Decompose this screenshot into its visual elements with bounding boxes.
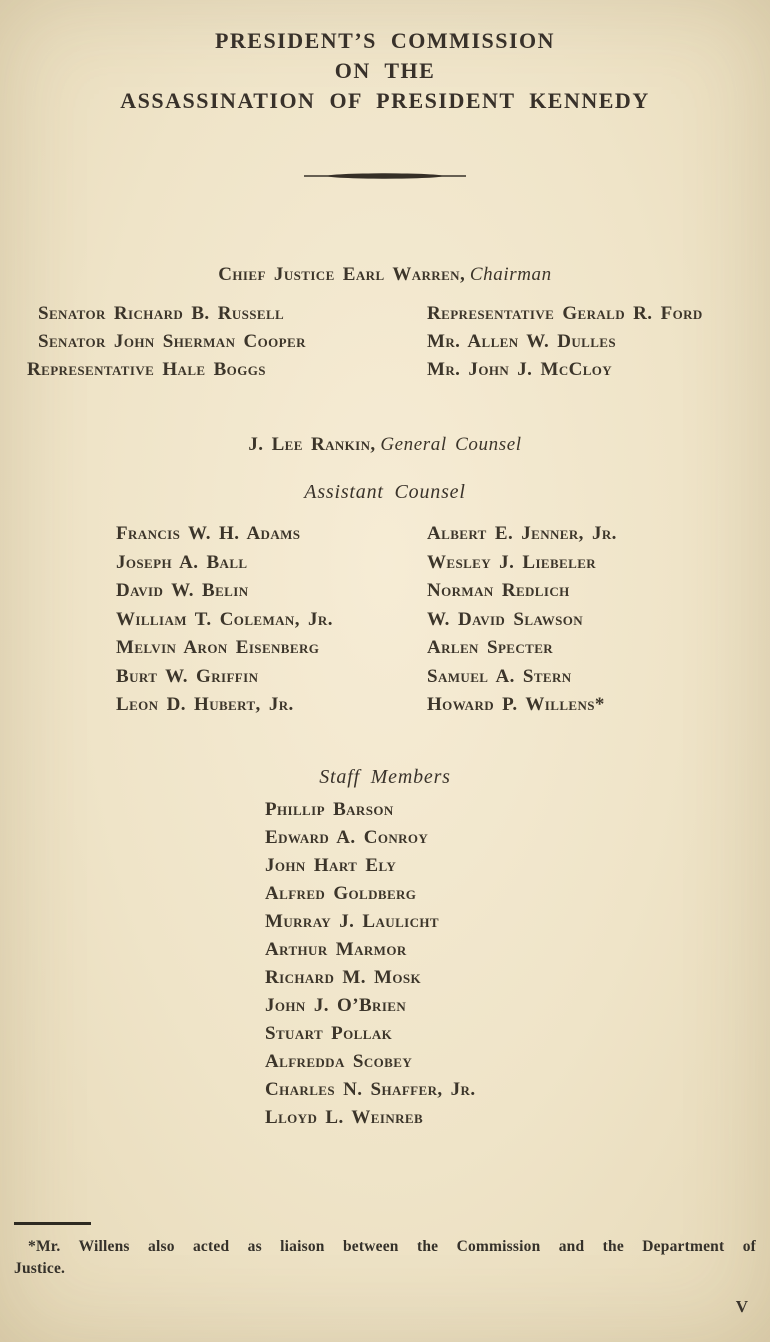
- staff-name: Arthur Marmor: [265, 939, 407, 960]
- staff-name: Alfredda Scobey: [265, 1051, 413, 1072]
- staff-name: Murray J. Laulicht: [265, 911, 439, 932]
- staff-name: John J. O’Brien: [265, 995, 407, 1016]
- member-name: Representative Hale Boggs: [27, 359, 266, 380]
- counsel-name: Albert E. Jenner, Jr.: [427, 523, 617, 544]
- member-name: Senator Richard B. Russell: [38, 303, 285, 324]
- commission-members-left-column: [27, 300, 306, 384]
- staff-name: Stuart Pollak: [265, 1023, 393, 1044]
- counsel-name: Melvin Aron Eisenberg: [116, 637, 320, 658]
- counsel-name: Wesley J. Liebeler: [427, 551, 597, 573]
- chairman-line: [0, 261, 770, 289]
- counsel-name: Arlen Specter: [427, 637, 554, 658]
- general-counsel-line: [0, 431, 770, 459]
- staff-name: Alfred Goldberg: [265, 883, 417, 904]
- chairman-name: Chief Justice Earl Warren,: [218, 264, 466, 285]
- counsel-name: W. David Slawson: [427, 608, 584, 630]
- chairman-role: Chairman: [469, 264, 552, 285]
- general-counsel-name: J. Lee Rankin,: [248, 434, 376, 455]
- counsel-name: Norman Redlich: [427, 580, 570, 601]
- staff-name: Phillip Barson: [265, 799, 394, 820]
- staff-members-heading: Staff Members: [319, 766, 451, 788]
- member-name: Senator John Sherman Cooper: [38, 331, 306, 352]
- assistant-counsel-left-column: [116, 520, 333, 720]
- staff-members-list: [265, 796, 476, 1132]
- staff-name: Lloyd L. Weinreb: [265, 1107, 424, 1128]
- page-number: V: [735, 1297, 748, 1316]
- counsel-name: Joseph A. Ball: [116, 551, 248, 573]
- footnote-line-1: *Mr. Willens also acted as liaison between the Commission and the Department of: [28, 1238, 756, 1255]
- footnote-line-2: Justice.: [14, 1260, 66, 1277]
- staff-name: Richard M. Mosk: [265, 967, 422, 988]
- page-title: [0, 26, 770, 116]
- counsel-name: Francis W. H. Adams: [116, 523, 301, 544]
- title-line-2: ON THE: [334, 58, 436, 83]
- assistant-counsel-heading: Assistant Counsel: [304, 481, 466, 503]
- title-line-1: PRESIDENT’S COMMISSION: [214, 28, 556, 53]
- footnote: [14, 1236, 756, 1280]
- counsel-name: Samuel A. Stern: [427, 665, 572, 687]
- staff-name: Edward A. Conroy: [265, 827, 429, 848]
- counsel-name: William T. Coleman, Jr.: [116, 608, 333, 630]
- footnote-rule: [14, 1222, 91, 1225]
- assistant-counsel-right-column: [427, 520, 617, 720]
- general-counsel-role: General Counsel: [380, 434, 522, 455]
- member-name: Mr. John J. McCloy: [427, 359, 613, 380]
- member-name: Representative Gerald R. Ford: [427, 303, 703, 324]
- member-name: Mr. Allen W. Dulles: [427, 331, 617, 352]
- counsel-name: Leon D. Hubert, Jr.: [116, 694, 294, 715]
- swelled-divider-rule: [302, 171, 468, 181]
- staff-name: John Hart Ely: [265, 855, 397, 876]
- title-line-3: ASSASSINATION OF PRESIDENT KENNEDY: [120, 88, 650, 113]
- counsel-name: David W. Belin: [116, 580, 249, 601]
- counsel-name: Howard P. Willens*: [427, 694, 605, 715]
- staff-name: Charles N. Shaffer, Jr.: [265, 1079, 476, 1100]
- counsel-name: Burt W. Griffin: [116, 665, 259, 687]
- commission-members-right-column: [427, 300, 703, 384]
